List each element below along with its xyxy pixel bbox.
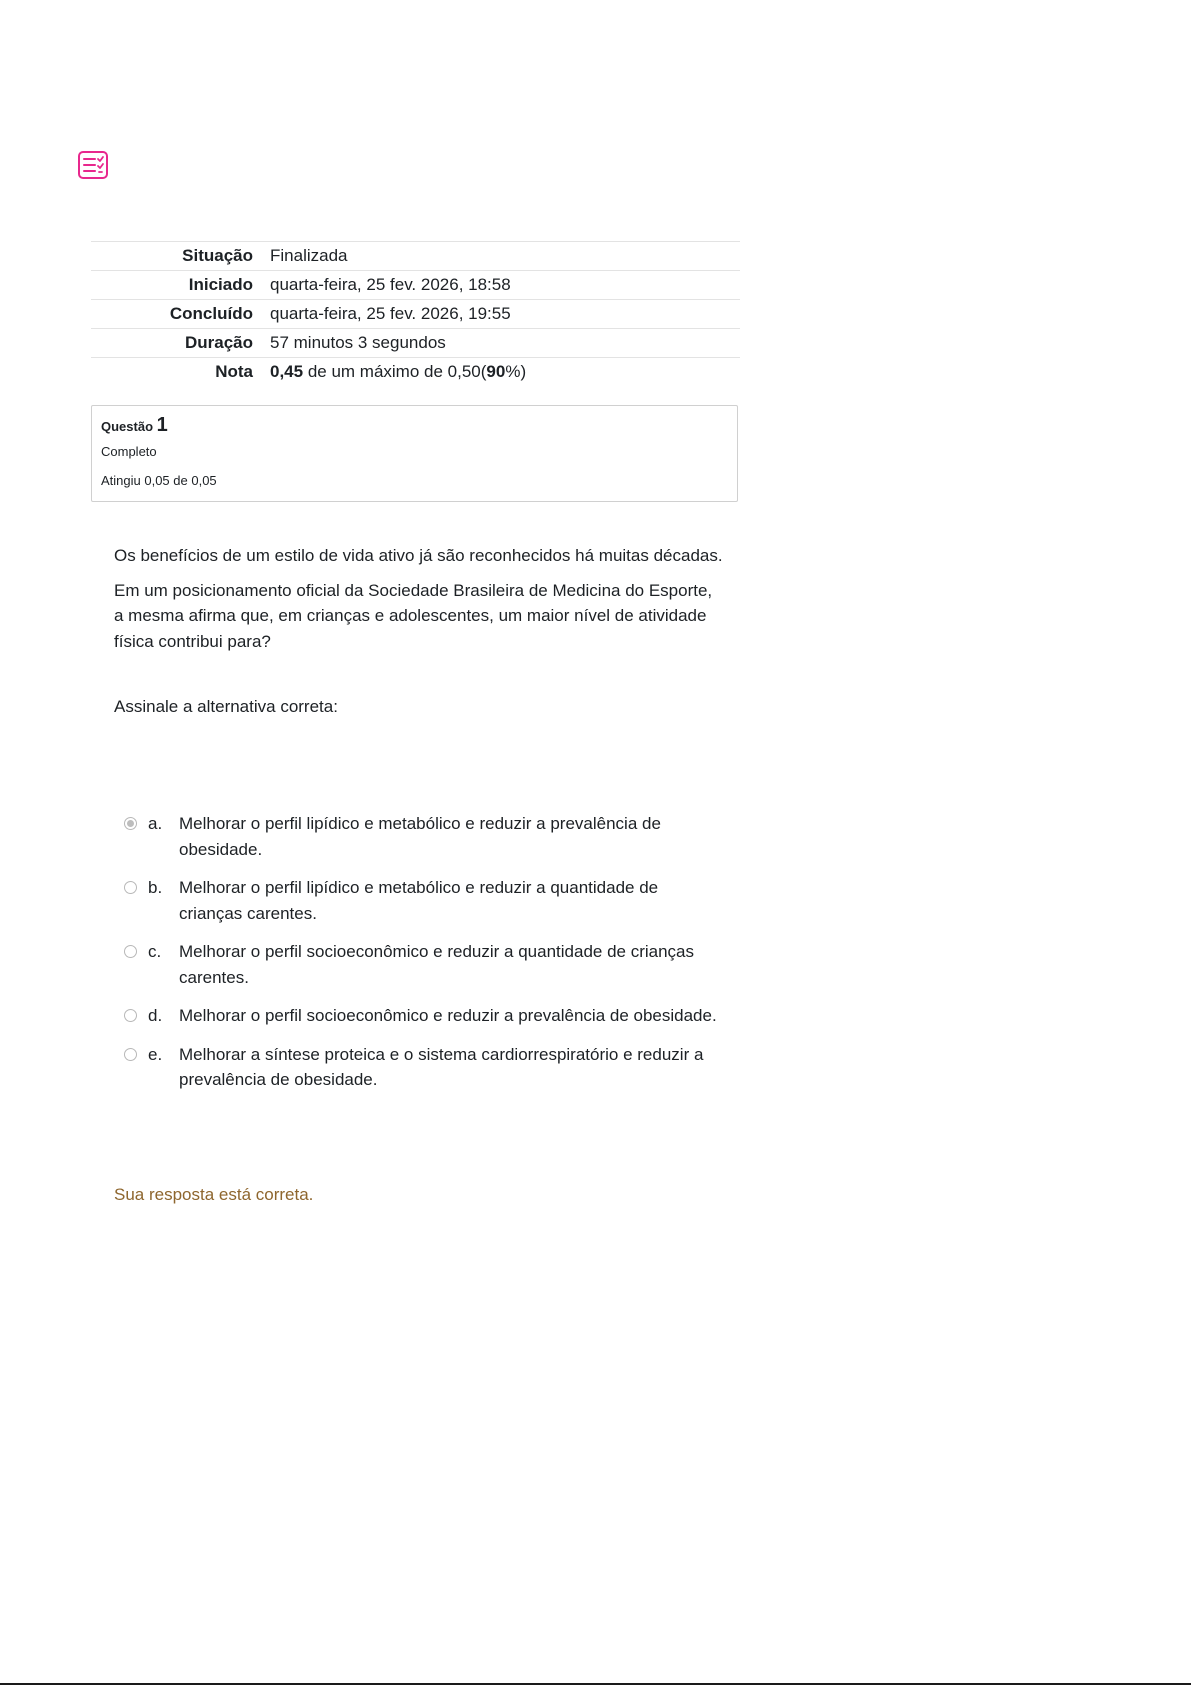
grade-value [270, 358, 740, 387]
answer-option-b[interactable] [114, 875, 724, 926]
summary-value: quarta-feira, 25 fev. 2026, 18:58 [270, 275, 511, 294]
question-info-box [91, 405, 738, 502]
summary-value: 57 minutos 3 segundos [270, 333, 446, 352]
attempt-summary-table [91, 241, 740, 387]
answer-text[interactable]: Melhorar o perfil lipídico e metabólico e reduzir a prevalência de obesidade. [179, 814, 661, 859]
answer-option-a[interactable] [114, 811, 724, 862]
answer-letter: d. [148, 1006, 163, 1025]
grade-text-end: %) [505, 362, 527, 382]
answer-option-d[interactable] [114, 1003, 724, 1029]
question-mark: Atingiu 0,05 de 0,05 [101, 473, 217, 488]
summary-label: Duração [184, 333, 253, 352]
answer-text[interactable]: Melhorar o perfil socioeconômico e reduzir a quantidade de crianças carentes. [179, 942, 695, 987]
question-number-value: 1 [156, 414, 168, 436]
question-number [101, 413, 728, 439]
summary-value: quarta-feira, 25 fev. 2026, 19:55 [270, 304, 511, 323]
question-label: Questão [101, 419, 154, 434]
summary-label: Concluído [169, 304, 253, 323]
answer-letter: a. [148, 814, 163, 833]
answer-letter: b. [148, 878, 163, 897]
radio-button[interactable] [124, 945, 137, 958]
answer-text[interactable]: Melhorar o perfil lipídico e metabólico e reduzir a quantidade de crianças carentes. [179, 878, 659, 923]
summary-row-started [91, 271, 740, 300]
radio-button[interactable] [124, 1009, 137, 1022]
grade-text: de um máximo de 0,50( [303, 362, 487, 382]
radio-button[interactable] [124, 881, 137, 894]
summary-row-grade [91, 358, 740, 387]
radio-button[interactable] [124, 1048, 137, 1061]
summary-label: Nota [215, 362, 253, 382]
question-paragraph: Em um posicionamento oficial da Sociedade Brasileira de Medicina do Esporte, a mesma afirma que, em crianças e adolescentes, um maior nível de atividade física contribui para? [114, 580, 713, 651]
summary-label: Situação [182, 246, 253, 265]
question-paragraph: Os benefícios de um estilo de vida ativo já são reconhecidos há muitas décadas. [114, 546, 723, 565]
summary-label: Iniciado [188, 275, 253, 294]
answer-option-e[interactable] [114, 1042, 724, 1093]
radio-button-checked[interactable] [124, 817, 137, 830]
answer-text[interactable]: Melhorar o perfil socioeconômico e reduzir a prevalência de obesidade. [179, 1006, 717, 1025]
answer-options [114, 811, 724, 1106]
grade-score: 0,45 [270, 362, 304, 382]
summary-row-completed [91, 300, 740, 329]
question-prompt: Assinale a alternativa correta: [114, 697, 338, 716]
answer-feedback: Sua resposta está correta. [114, 1185, 314, 1204]
question-text [114, 543, 724, 729]
summary-row-state [91, 242, 740, 271]
summary-row-duration [91, 329, 740, 358]
quiz-list-icon [78, 151, 108, 179]
summary-value: Finalizada [270, 246, 348, 265]
answer-letter: e. [148, 1044, 163, 1064]
grade-percent: 90 [486, 362, 506, 382]
answer-letter: c. [148, 942, 162, 961]
answer-text[interactable]: Melhorar a síntese proteica e o sistema cardiorrespiratório e reduzir a prevalência de obesidade. [179, 1044, 704, 1089]
question-state: Completo [101, 444, 157, 459]
answer-option-c[interactable] [114, 939, 724, 990]
